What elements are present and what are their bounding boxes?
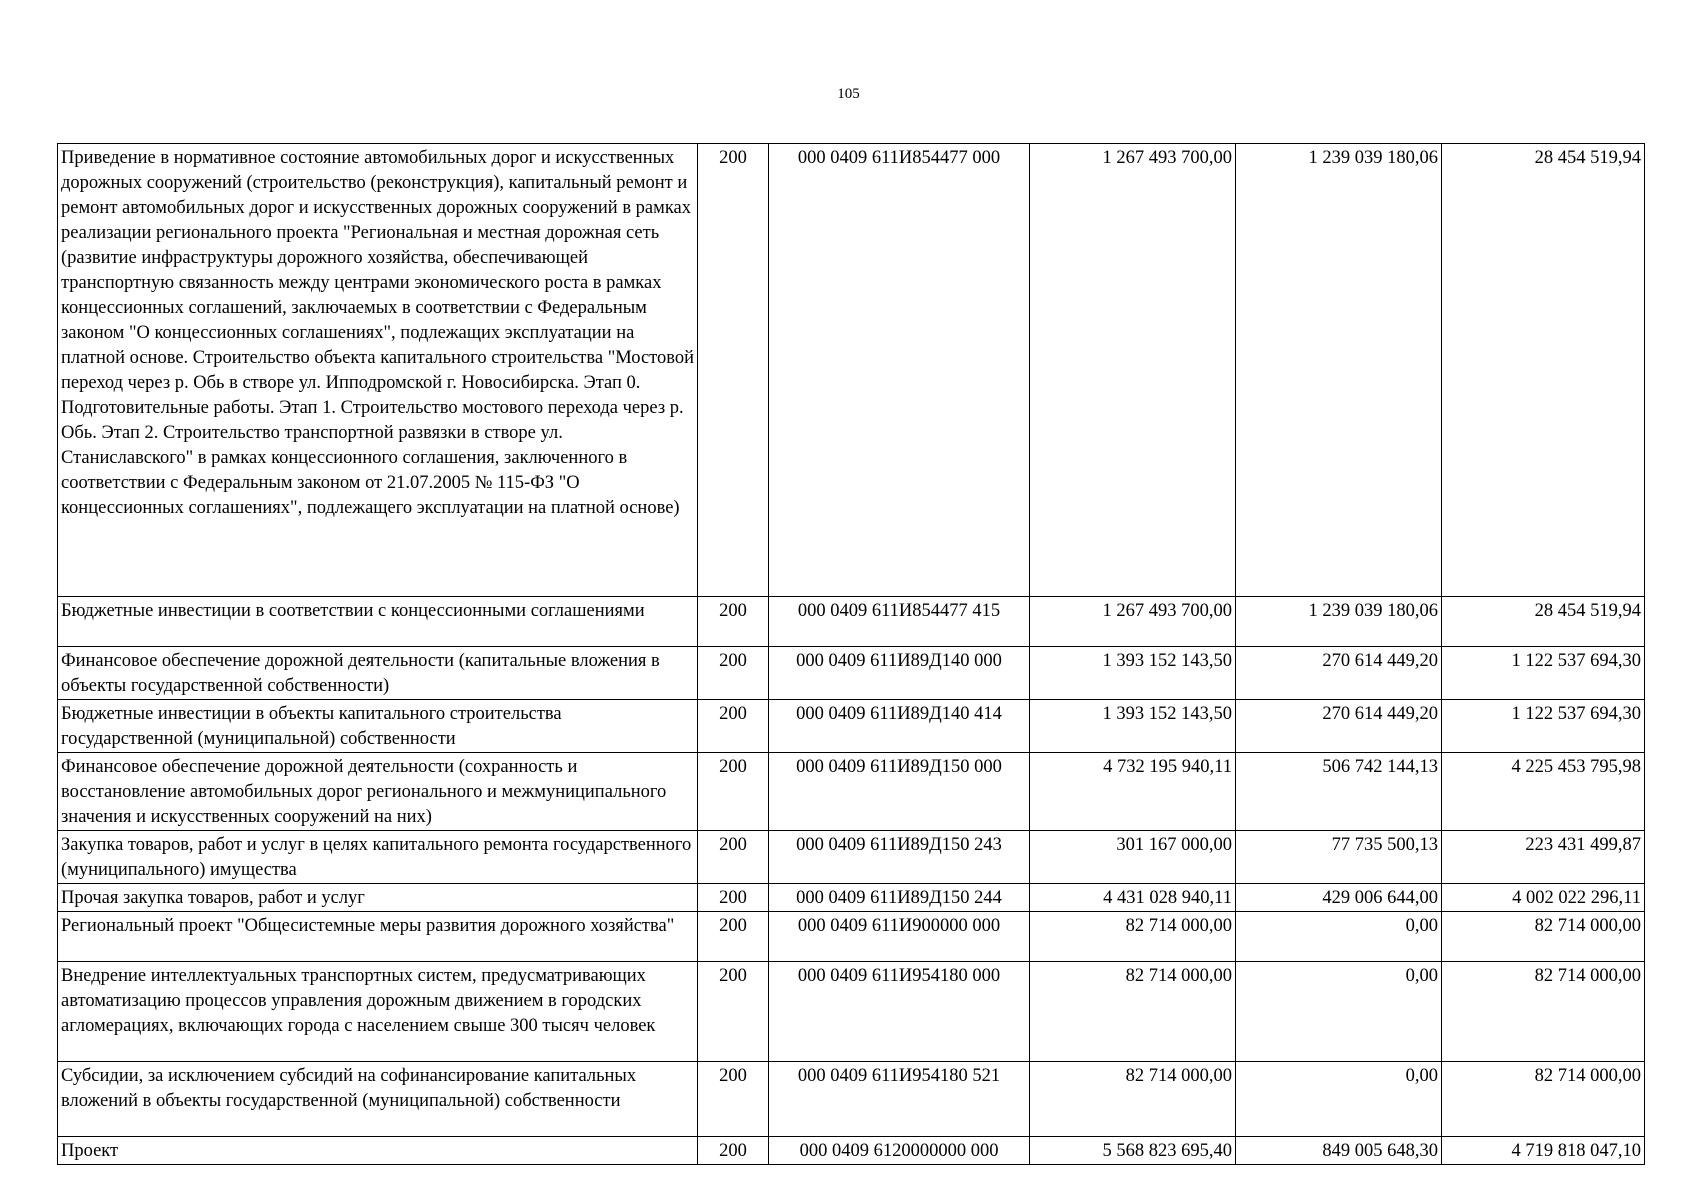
row-kbk: 000 0409 611И89Д150 000 <box>769 753 1030 831</box>
row-code: 200 <box>698 1062 769 1137</box>
row-approved: 4 431 028 940,11 <box>1030 884 1236 912</box>
row-approved: 1 267 493 700,00 <box>1030 597 1236 647</box>
row-code: 200 <box>698 753 769 831</box>
row-approved: 1 393 152 143,50 <box>1030 647 1236 700</box>
row-code: 200 <box>698 144 769 597</box>
row-executed: 429 006 644,00 <box>1236 884 1442 912</box>
row-executed: 0,00 <box>1236 962 1442 1062</box>
row-code: 200 <box>698 962 769 1062</box>
table-row <box>58 962 1645 1062</box>
row-remaining: 82 714 000,00 <box>1442 1062 1645 1137</box>
row-approved: 82 714 000,00 <box>1030 912 1236 962</box>
row-code: 200 <box>698 1137 769 1165</box>
row-approved: 82 714 000,00 <box>1030 962 1236 1062</box>
row-code: 200 <box>698 647 769 700</box>
row-remaining: 82 714 000,00 <box>1442 962 1645 1062</box>
row-kbk: 000 0409 6120000000 000 <box>769 1137 1030 1165</box>
row-code: 200 <box>698 700 769 753</box>
page-number: 105 <box>837 86 860 102</box>
row-executed: 77 735 500,13 <box>1236 831 1442 884</box>
row-executed: 0,00 <box>1236 1062 1442 1137</box>
row-executed: 1 239 039 180,06 <box>1236 144 1442 597</box>
row-name: Проект <box>58 1137 698 1165</box>
budget-table <box>57 143 1645 1165</box>
table-row <box>58 884 1645 912</box>
table-row <box>58 597 1645 647</box>
row-remaining: 82 714 000,00 <box>1442 912 1645 962</box>
row-approved: 301 167 000,00 <box>1030 831 1236 884</box>
row-remaining: 4 719 818 047,10 <box>1442 1137 1645 1165</box>
row-approved: 82 714 000,00 <box>1030 1062 1236 1137</box>
row-code: 200 <box>698 597 769 647</box>
table-row <box>58 912 1645 962</box>
table-row <box>58 647 1645 700</box>
row-executed: 270 614 449,20 <box>1236 700 1442 753</box>
row-remaining: 1 122 537 694,30 <box>1442 700 1645 753</box>
row-kbk: 000 0409 611И854477 000 <box>769 144 1030 597</box>
row-name: Приведение в нормативное состояние автомобильных дорог и искусственных дорожных сооружений (строительство (реконструкция), капитальный ремонт и ремонт автомобильных дорог и искусственных дорожных сооружений в рамках реализации регионального проекта "Региональная и местная дорожная сеть (развитие инфраструктуры дорожного хозяйства, обеспечивающей транспортную связанность между центрами экономического роста в рамках концессионных соглашений, заключаемых в соответствии с Федеральным законом "О концессионных соглашениях", подлежащих эксплуатации на платной основе. Строительство объекта капитального строительства "Мостовой переход через р. Обь в створе ул. Ипподромской г. Новосибирска. Этап 0. Подготовительные работы. Этап 1. Строительство мостового перехода через р. Обь. Этап 2. Строительство транспортной развязки в створе ул. Станиславского" в рамках концессионного соглашения, заключенного в соответствии с Федеральным законом от 21.07.2005 № 115-ФЗ "О концессионных соглашениях", подлежащего эксплуатации на платной основе) <box>58 144 698 597</box>
row-kbk: 000 0409 611И89Д150 244 <box>769 884 1030 912</box>
table-row <box>58 144 1645 597</box>
row-remaining: 28 454 519,94 <box>1442 144 1645 597</box>
row-kbk: 000 0409 611И89Д150 243 <box>769 831 1030 884</box>
row-executed: 506 742 144,13 <box>1236 753 1442 831</box>
row-approved: 4 732 195 940,11 <box>1030 753 1236 831</box>
row-name: Финансовое обеспечение дорожной деятельности (сохранность и восстановление автомобильных дорог регионального и межмуниципального значения и искусственных сооружений на них) <box>58 753 698 831</box>
row-executed: 1 239 039 180,06 <box>1236 597 1442 647</box>
row-remaining: 1 122 537 694,30 <box>1442 647 1645 700</box>
row-executed: 270 614 449,20 <box>1236 647 1442 700</box>
row-name: Бюджетные инвестиции в соответствии с концессионными соглашениями <box>58 597 698 647</box>
row-code: 200 <box>698 831 769 884</box>
row-name: Бюджетные инвестиции в объекты капитального строительства государственной (муниципальной) собственности <box>58 700 698 753</box>
row-name: Внедрение интеллектуальных транспортных систем, предусматривающих автоматизацию процессов управления дорожным движением в городских агломерациях, включающих города с населением свыше 300 тысяч человек <box>58 962 698 1062</box>
row-executed: 849 005 648,30 <box>1236 1137 1442 1165</box>
row-name: Субсидии, за исключением субсидий на софинансирование капитальных вложений в объекты государственной (муниципальной) собственности <box>58 1062 698 1137</box>
row-name: Финансовое обеспечение дорожной деятельности (капитальные вложения в объекты государственной собственности) <box>58 647 698 700</box>
table-row <box>58 753 1645 831</box>
row-code: 200 <box>698 884 769 912</box>
row-kbk: 000 0409 611И89Д140 414 <box>769 700 1030 753</box>
table-row <box>58 700 1645 753</box>
table-row <box>58 831 1645 884</box>
row-executed: 0,00 <box>1236 912 1442 962</box>
row-name: Региональный проект "Общесистемные меры развития дорожного хозяйства" <box>58 912 698 962</box>
row-kbk: 000 0409 611И89Д140 000 <box>769 647 1030 700</box>
table-row <box>58 1137 1645 1165</box>
row-name: Прочая закупка товаров, работ и услуг <box>58 884 698 912</box>
table-row <box>58 1062 1645 1137</box>
row-kbk: 000 0409 611И954180 521 <box>769 1062 1030 1137</box>
row-remaining: 28 454 519,94 <box>1442 597 1645 647</box>
row-approved: 1 393 152 143,50 <box>1030 700 1236 753</box>
row-kbk: 000 0409 611И900000 000 <box>769 912 1030 962</box>
row-kbk: 000 0409 611И954180 000 <box>769 962 1030 1062</box>
row-code: 200 <box>698 912 769 962</box>
row-remaining: 4 002 022 296,11 <box>1442 884 1645 912</box>
row-approved: 5 568 823 695,40 <box>1030 1137 1236 1165</box>
row-remaining: 4 225 453 795,98 <box>1442 753 1645 831</box>
row-name: Закупка товаров, работ и услуг в целях капитального ремонта государственного (муниципального) имущества <box>58 831 698 884</box>
row-remaining: 223 431 499,87 <box>1442 831 1645 884</box>
row-kbk: 000 0409 611И854477 415 <box>769 597 1030 647</box>
row-approved: 1 267 493 700,00 <box>1030 144 1236 597</box>
